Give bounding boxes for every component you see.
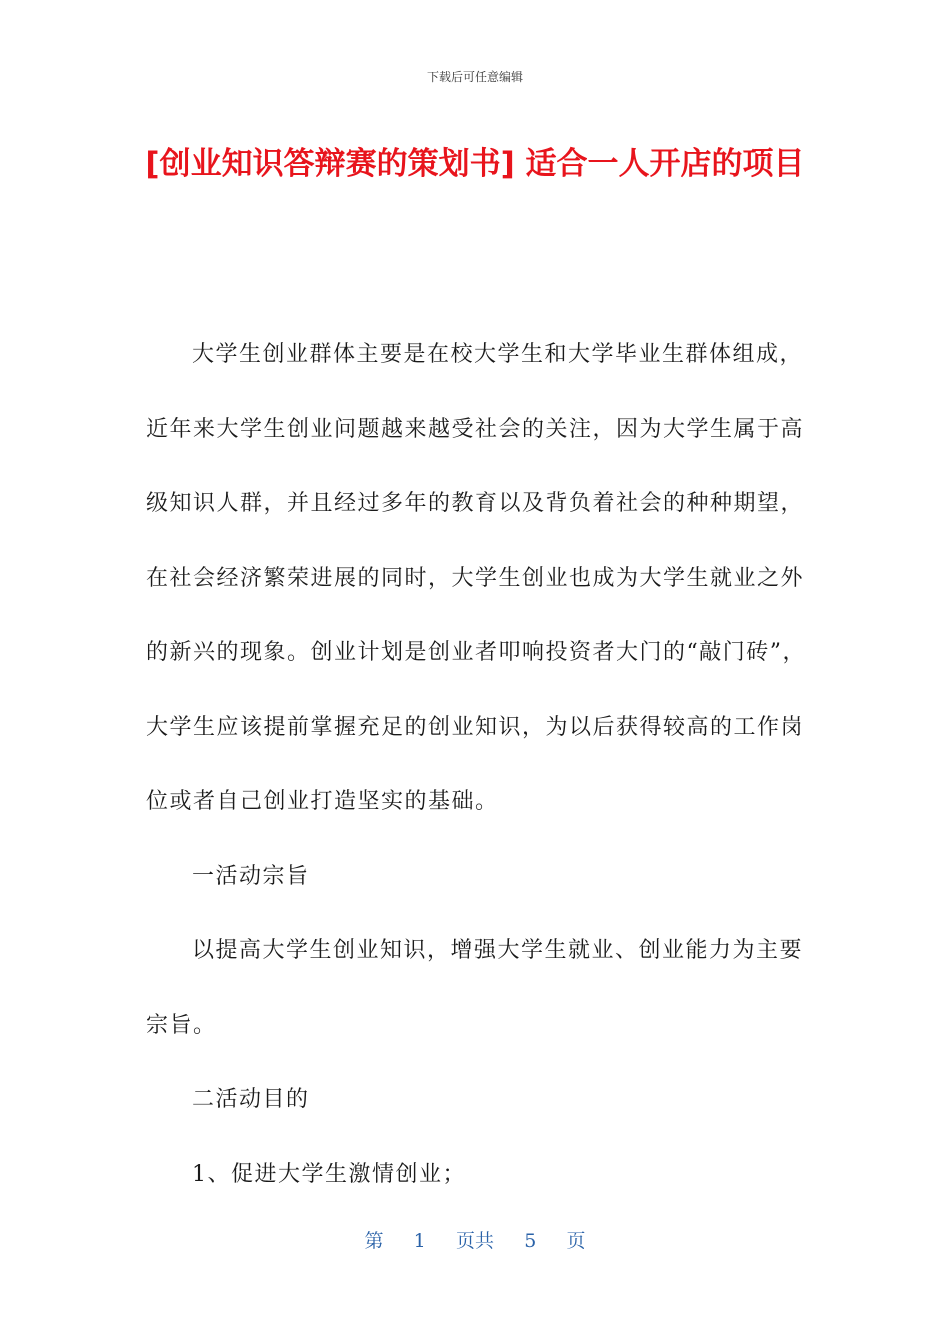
total-pages-number: 5 bbox=[524, 1230, 537, 1252]
paragraph-intro: 大学生创业群体主要是在校大学生和大学毕业生群体组成，近年来大学生创业问题越来越受社会的关注，因为大学生属于高级知识人群，并且经过多年的教育以及背负着社会的种种期望，在社会经济繁荣进展的同时，大学生创业也成为大学生就业之外的新兴的现象。创业计划是创业者叩响投资者大门的“敲门砖”，大学生应该提前掌握充足的创业知识，为以后获得较高的工作岗位或者自己创业打造坚实的基础。 bbox=[146, 342, 806, 814]
page-footer bbox=[0, 1226, 950, 1253]
current-page-number: 1 bbox=[413, 1230, 426, 1252]
section-heading-purpose: 一活动宗旨 bbox=[192, 863, 310, 889]
paragraph-purpose: 以提高大学生创业知识，增强大学生就业、创业能力为主要宗旨。 bbox=[146, 938, 804, 1038]
page-label-mid: 页共 bbox=[455, 1230, 494, 1252]
document-title: [创业知识答辩赛的策划书] 适合一人开店的项目 bbox=[145, 146, 805, 182]
header-note: 下载后可任意编辑 bbox=[426, 70, 523, 84]
section-heading-goals: 二活动目的 bbox=[192, 1087, 310, 1112]
list-item-goal-1: 1、促进大学生激情创业； bbox=[192, 1161, 466, 1187]
page-label-prefix: 第 bbox=[364, 1230, 384, 1252]
page-label-suffix: 页 bbox=[566, 1230, 586, 1252]
document-body bbox=[146, 318, 810, 1212]
